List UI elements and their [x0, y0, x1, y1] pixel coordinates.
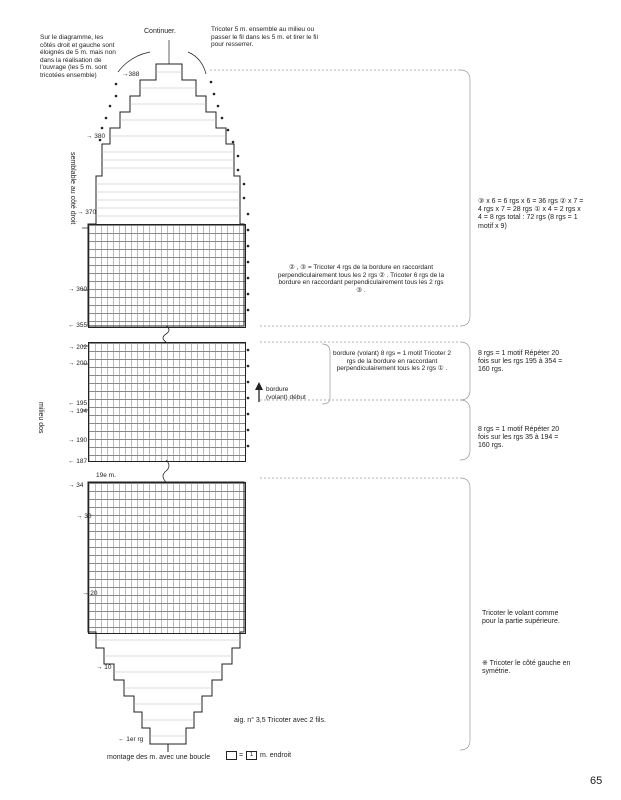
row-label-370: → 370: [77, 209, 97, 216]
row-label-30: → 30: [76, 513, 92, 520]
row-label-360: → 360: [68, 286, 88, 293]
row-label-10: → 10: [96, 664, 112, 671]
legend-one-square: 1: [246, 751, 257, 760]
legend-equals: =: [239, 752, 244, 759]
continue-label: Continuer.: [144, 28, 176, 35]
row-label-355: ← 355: [68, 322, 88, 329]
upper-right-note: ③ x 6 = 6 rgs x 6 = 36 rgs ② x 7 = 4 rgs x 7 = 28 rgs ① x 4 = 2 rgs x 4 = 8 rgs total : 72 rgs (8 rgs = 1 motif x 9): [478, 198, 584, 230]
bottom-right-note-1: Tricoter le volant comme pour la partie supérieure.: [482, 610, 560, 626]
top-note: Sur le diagramme, les côtés droit et gauche sont éloignés de 5 m. mais non dans la réalisation de l'ouvrage (les 5 m. sont tricotées ensemble): [40, 34, 116, 79]
needle-note: aig. n° 3,5 Tricoter avec 2 fils.: [234, 717, 326, 724]
row-label-190: → 190: [68, 437, 88, 444]
rotated-side-label: semblable au côté droit: [69, 152, 76, 225]
border-box-note: bordure (volant) 8 rgs = 1 motif Tricoter 2 rgs de la bordure en raccordant perpendiculairement tous les 2 rgs ① .: [333, 350, 451, 373]
row-label-380: → 380: [86, 133, 106, 140]
row-label-194: → 194: [68, 408, 88, 415]
top-instruction: Tricoter 5 m. ensemble au milieu ou passer le fil dans les 5 m. et tirer le fil pour resserrer.: [211, 26, 318, 49]
bottom-right-note-2: ※ Tricoter le côté gauche en symétrie.: [482, 660, 571, 676]
row-label-1: ← 1er rg: [118, 736, 144, 743]
page-number: 65: [590, 775, 603, 787]
row-label-187: ← 187: [68, 458, 88, 465]
row-label-200: → 200: [68, 360, 88, 367]
legend-text: m. endroit: [260, 752, 292, 759]
row-label-388: →388: [122, 71, 140, 78]
mid-right-note-1: 8 rgs = 1 motif Répéter 20 fois sur les rgs 195 à 354 = 160 rgs.: [478, 350, 563, 374]
row-label-202: → 202: [68, 344, 88, 351]
upper-note: ② , ③ = Tricoter 4 rgs de la bordure en raccordant perpendiculairement tous les 2 rgs ② . Tricoter 6 rgs de la bordure en raccordant perpendiculairement tous les 2 rgs ③ .: [277, 264, 445, 294]
row-label-34: → 34: [68, 482, 84, 489]
mid-right-note-2: 8 rgs = 1 motif Répéter 20 fois sur les rgs 35 à 194 = 160 rgs.: [478, 426, 560, 450]
legend-empty-square: [226, 751, 237, 760]
border-start-label: bordure (volant) début: [266, 386, 306, 401]
stitch-label: 19e m.: [96, 472, 116, 479]
row-label-20: → 20: [82, 590, 98, 597]
cast-on-note: montage des m. avec une boucle: [107, 754, 211, 761]
row-label-195: ← 195: [68, 400, 88, 407]
rotated-middle-label: milieu dos: [37, 402, 44, 434]
